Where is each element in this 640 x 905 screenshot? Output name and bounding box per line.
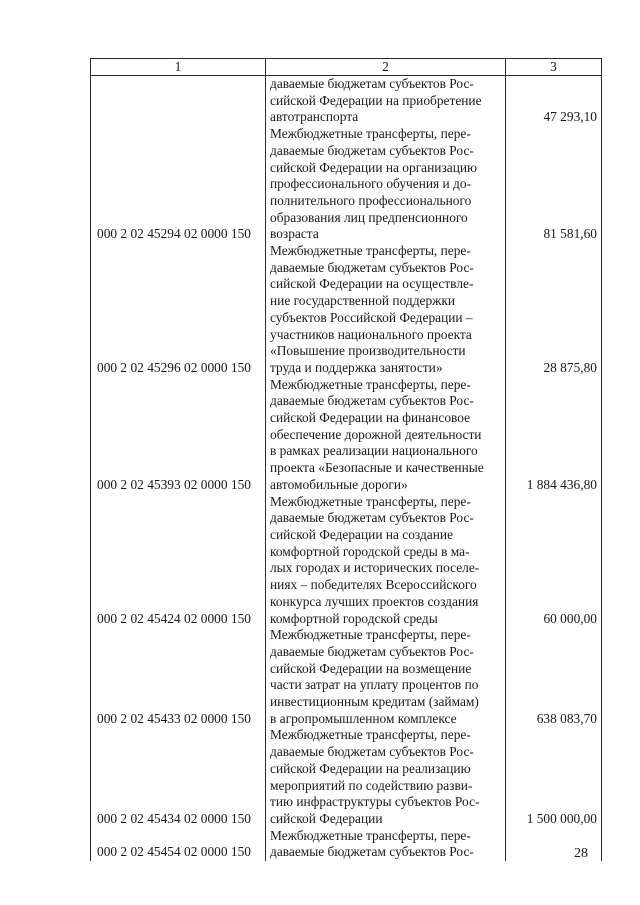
row-description: Межбюджетные трансферты, пере- даваемые бюджетам субъектов Рос- сийской Федерации на организацию профессионального обучения и до- полнительного профессионального образования лиц предпенсионного возраста xyxy=(266,126,506,243)
row-description: Межбюджетные трансферты, пере- даваемые бюджетам субъектов Рос- сийской Федерации на создание комфортной городской среды в ма- лых городах и исторических поселе- ниях – победителях Всероссийского конкурса лучших проектов создания комфортной городской среды xyxy=(266,494,506,628)
row-amount: 638 083,70 xyxy=(506,627,602,727)
table-row xyxy=(91,126,602,243)
row-code: 000 2 02 45454 02 0000 150 xyxy=(91,828,266,861)
table-row xyxy=(91,76,602,127)
row-description: Межбюджетные трансферты, пере- даваемые бюджетам субъектов Рос- сийской Федерации на осуществле- ние государственной поддержки субъектов Российской Федерации – участников национального проекта «Повышение производительности труда и поддержка занятости» xyxy=(266,243,506,377)
table-row xyxy=(91,828,602,861)
table-row xyxy=(91,727,602,827)
row-description: Межбюджетные трансферты, пере- даваемые бюджетам субъектов Рос- сийской Федерации на реализацию мероприятий по содействию разви- тию инфраструктуры субъектов Рос- сийской Федерации xyxy=(266,727,506,827)
row-code: 000 2 02 45294 02 0000 150 xyxy=(91,126,266,243)
table-row xyxy=(91,494,602,628)
row-amount: 1 500 000,00 xyxy=(506,727,602,827)
row-amount: 47 293,10 xyxy=(506,76,602,127)
column-header-1: 1 xyxy=(91,59,266,76)
row-description: даваемые бюджетам субъектов Рос- сийской Федерации на приобретение автотранспорта xyxy=(266,76,506,127)
row-amount: 81 581,60 xyxy=(506,126,602,243)
row-amount: 60 000,00 xyxy=(506,494,602,628)
table-row xyxy=(91,627,602,727)
row-code: 000 2 02 45296 02 0000 150 xyxy=(91,243,266,377)
column-header-2: 2 xyxy=(266,59,506,76)
row-amount: 28 875,80 xyxy=(506,243,602,377)
column-header-3: 3 xyxy=(506,59,602,76)
row-code: 000 2 02 45434 02 0000 150 xyxy=(91,727,266,827)
table-row xyxy=(91,377,602,494)
budget-table xyxy=(90,58,602,861)
row-code: 000 2 02 45393 02 0000 150 xyxy=(91,377,266,494)
header-row xyxy=(91,59,602,76)
row-description: Межбюджетные трансферты, пере- даваемые бюджетам субъектов Рос- сийской Федерации на возмещение части затрат на уплату процентов по инвестиционным кредитам (займам) в агропромышленном комплексе xyxy=(266,627,506,727)
row-description: Межбюджетные трансферты, пере- даваемые бюджетам субъектов Рос- сийской Федерации на финансовое обеспечение дорожной деятельности в рамках реализации национального проекта «Безопасные и качественные автомобильные дороги» xyxy=(266,377,506,494)
row-code: 000 2 02 45433 02 0000 150 xyxy=(91,627,266,727)
page-number: 28 xyxy=(574,846,588,861)
row-amount: 1 884 436,80 xyxy=(506,377,602,494)
table-row xyxy=(91,243,602,377)
row-description: Межбюджетные трансферты, пере- даваемые бюджетам субъектов Рос- xyxy=(266,828,506,861)
row-code xyxy=(91,76,266,127)
row-code: 000 2 02 45424 02 0000 150 xyxy=(91,494,266,628)
